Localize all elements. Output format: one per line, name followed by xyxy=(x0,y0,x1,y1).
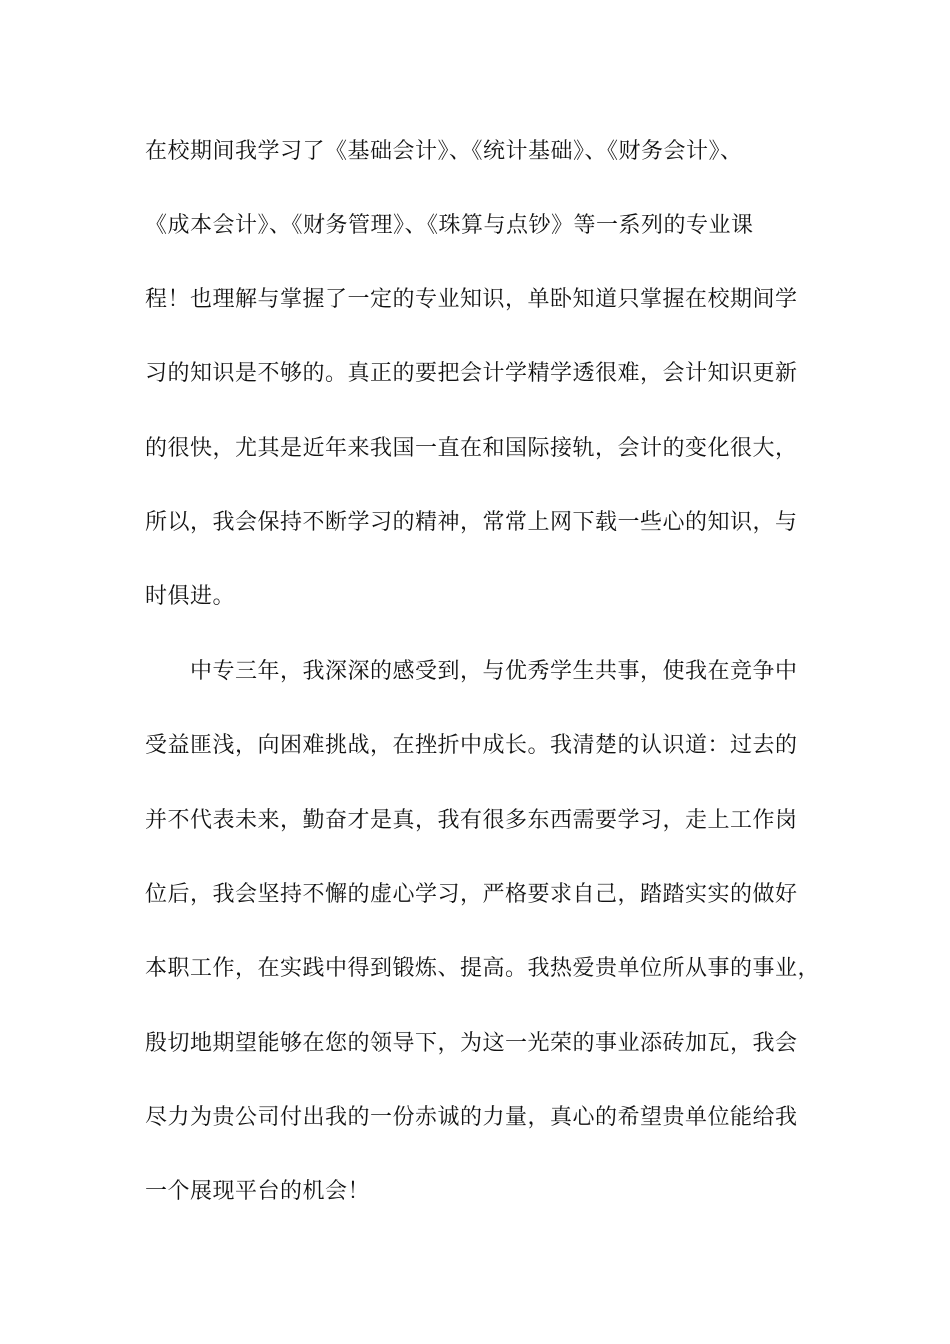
text-line: 一个展现平台的机会！ xyxy=(145,1179,371,1204)
text-line: 所以，我会保持不断学习的精神，常常上网下载一些心的知识，与 xyxy=(145,510,798,535)
text-line: 位后，我会坚持不懈的虚心学习，严格要求自己，踏踏实实的做好 xyxy=(145,882,798,907)
text-line: 受益匪浅，向困难挑战，在挫折中成长。我清楚的认识道：过去的 xyxy=(145,733,798,758)
text-line: 殷切地期望能够在您的领导下，为这一光荣的事业添砖加瓦，我会 xyxy=(145,1031,798,1056)
text-line: 中专三年，我深深的感受到，与优秀学生共事，使我在竞争中 xyxy=(190,659,798,684)
text-line: 时俱进。 xyxy=(145,584,236,609)
text-line: 在校期间我学习了《基础会计》、《统计基础》、《财务会计》、 xyxy=(145,139,743,164)
text-line: 习的知识是不够的。真正的要把会计学精学透很难，会计知识更新 xyxy=(145,361,798,386)
text-line: 尽力为贵公司付出我的一份赤诚的力量，真心的希望贵单位能给我 xyxy=(145,1105,798,1130)
text-line: 本职工作，在实践中得到锻炼、提高。我热爱贵单位所从事的事业， xyxy=(145,956,821,981)
text-line: 并不代表未来，勤奋才是真，我有很多东西需要学习，走上工作岗 xyxy=(145,808,798,833)
text-line: 的很快，尤其是近年来我国一直在和国际接轨，会计的变化很大， xyxy=(145,436,798,461)
text-line: 程！也理解与掌握了一定的专业知识，单卧知道只掌握在校期间学 xyxy=(145,287,798,312)
text-line: 《成本会计》、《财务管理》、《珠算与点钞》等一系列的专业课 xyxy=(145,213,754,238)
